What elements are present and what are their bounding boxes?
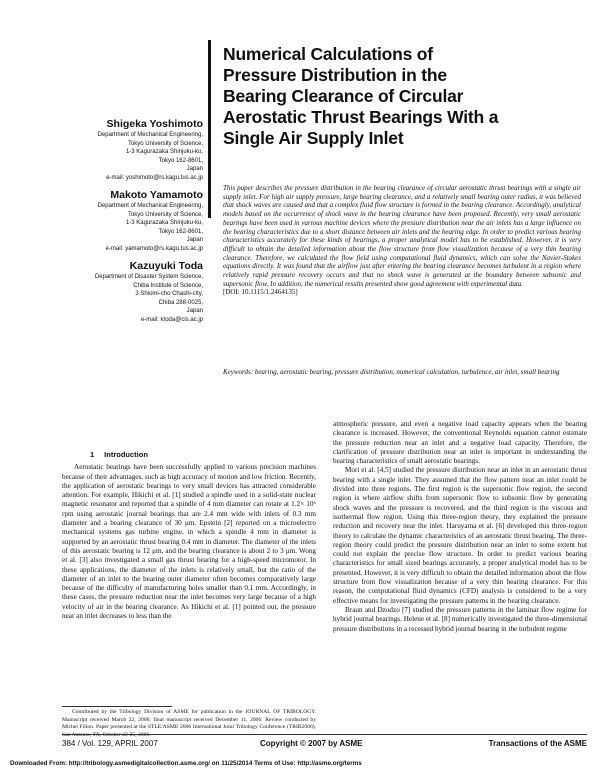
author-affiliation-line: Department of Mechanical Engineering, — [97, 203, 203, 209]
title-line: Aerostatic Thrust Bearings With a — [223, 107, 499, 127]
author-entry — [13, 260, 203, 324]
author-affiliation-line: Tokyo University of Science, — [127, 211, 203, 218]
title-rule — [208, 40, 211, 218]
body-paragraph: Aerostatic bearings have been successfully applied to various precision machines because of their advantages, such as high accuracy of motion and low friction. Recently, the application of aerostatic bearings to very small devices has attracted considerable attention. For example, Hikichi et al. [1] studied a spindle used in a solid-state nuclear magnetic resonator and reported that a spindle of 4 mm diameter can rotate at 1.2× 10⁶ rpm using aerostatic journal bearings that are 2.4 mm wide with inlets of 0.3 mm diameter and a bearing clearance of 30 μm. Epstein [2] reported on a microelectro mechanical systems gas turbine engine, in which a spindle 4 mm in diameter is supported by an aerostatic thrust bearing 0.4 mm in diameter. The diameter of the inlets of this aerostatic bearing is 12 μm, and the bearing clearance is about 2 to 3 μm. Wong et al. [3] also investigated a small gas thrust bearing for a high-speed micromotor. In these applications, the diameter of the inlets is relatively small, but the ratio of the diameter of an inlet to the bearing outer diameter often becomes comparatively large because of the difficulty of manufacturing holes smaller than 0.1 mm. Accordingly, in these cases, the pressure reduction near the inlet becomes very large because of a high velocity of air in the bearing clearance. As Hikichi et al. [1] pointed out, the pressure near an inlet decreases to less than the — [62, 463, 316, 621]
author-affiliation-line: Department of Mechanical Engineering, — [97, 132, 203, 138]
footnote-rule — [62, 706, 172, 707]
body-paragraph: atmospheric pressure, and even a negative load capacity appears when the bearing clearance is increased. However, the conventional Reynolds equation cannot estimate the pressure reduction near an inlet and a negative load capacity. Therefore, the clarification of pressure distribution near an inlet is important in understanding the bearing characteristics of small aerostatic bearings. — [333, 420, 587, 466]
author-affiliation-line: Tokyo 162-8601, — [158, 157, 203, 164]
copyright: Copyright © 2007 by ASME — [260, 739, 363, 748]
section-title: Introduction — [104, 450, 148, 459]
section-heading — [90, 450, 316, 459]
body-column-left — [62, 450, 316, 621]
author-name: Kazuyuki Toda — [129, 260, 203, 272]
author-affiliation-line: Department of Disaster System Science, — [94, 274, 203, 280]
author-affiliation-line: Chiba Institute of Science, — [133, 282, 203, 289]
author-affiliation-line: Tokyo 162-8601, — [158, 228, 203, 235]
author-name: Shigeka Yoshimoto — [106, 118, 203, 130]
title-line: Pressure Distribution in the — [223, 65, 447, 85]
title-line: Bearing Clearance of Circular — [223, 86, 464, 106]
footnote-text: Contributed by the Tribology Division of ASME for publication in the JOURNAL OF TRIBOLOGY. Manuscript received March 22, 2006; final manuscript received December 11, 2006. Review conducted by Michel Fillon. Paper presented at the STLE/ASME 2006 International Joint Tribology Conference (TRIB2006), San Antonio, TX, October 22-25, 2006. — [62, 709, 316, 738]
author-affiliation-line: 1-3 Kagurazaka Shinjuku-ku, — [125, 149, 203, 155]
author-affiliation-line: Chiba 288-0025, — [158, 299, 203, 306]
author-affiliation-line: Tokyo University of Science, — [127, 140, 203, 147]
author-block — [13, 118, 203, 331]
title-line: Numerical Calculations of — [223, 44, 433, 64]
download-notice: Downloaded From: http://tribology.asmedigitalcollection.asme.org/ on 11/25/2014 Terms of Use: http://asme.org/terms — [10, 760, 362, 767]
paper-title — [223, 44, 583, 149]
footer-rule — [62, 734, 587, 735]
keywords: Keywords: bearing, aerostatic bearing, pressure distribution, numerical calculation, turbulence, air inlet, small bearing — [223, 368, 560, 376]
page-number: 384 / Vol. 129, APRIL 2007 — [62, 739, 158, 748]
author-email: e-mail: yamamoto@rs.kagu.tus.ac.jp — [105, 245, 203, 252]
author-entry — [13, 189, 203, 253]
abstract-text: This paper describes the pressure distribution in the bearing clearance of circular aerostatic thrust bearings with a single air supply inlet. For high air supply pressure, large bearing clearance, and a relatively small bearing outer radius, it was believed that shock waves are caused and that a complex fluid flow structure is formed in the bearing clearance. Accordingly, analytical models based on the occurrence of shock wave in the bearing clearance have been proposed. Recently, very small aerostatic bearings have been used in various machine devices where the pressure distribution near the air inlets has a large influence on the bearing characteristics due to a short distance between air inlets and the bearing edge. In order to predict various bearing characteristics accurately for these kinds of bearings, a proper analytical model has to be established. However, it is very difficult to obtain the detailed information about the flow structure from flow visualization because of a very thin bearing clearance. Therefore, we calculated the flow field using computational fluid dynamics, which can solve the Navier-Stokes equations directly. It was found that the airflow just after entering the bearing clearance becomes turbulent in a region where relatively rapid pressure recovery occurs and that no shock wave is generated at the boundary between subsonic and supersonic flow. In addition, the numerical results presented show good agreement with experimental data. — [223, 184, 581, 288]
author-email: e-mail: yoshimoto@rs.kagu.tus.ac.jp — [106, 174, 203, 181]
body-column-right — [333, 420, 587, 634]
title-line: Single Air Supply Inlet — [223, 128, 404, 148]
author-affiliation-line: 3 Shiomi-cho Chashi-city, — [135, 291, 203, 297]
body-paragraph: Mori et al. [4,5] studied the pressure distribution near an inlet in an aerostatic thrust bearing with a single inlet. They assumed that the flow pattern near an inlet could be divided into three regions. The first region is the supersonic flow region, the second region is where airflow shifts from supersonic flow to subsonic flow by generating shock waves and the pressure is recovered, and the third region is the viscous and isothermal flow region. Using this three-region theory, they explained the pressure reduction and recovery near the inlet. Haruyama et al. [6] developed this three-region theory to calculate the dynamic characteristics of an aerostatic thrust bearing. The three-region theory could predict the pressure distribution near an inlet to some extent but could not explain the precise flow structure. In order to predict various bearing characteristics for small sized bearings accurately, a proper analytical model has to be presented. However, it is very difficult to obtain the detailed information about the flow structure from flow visualization because of a very thin bearing clearance. For this reason, the computational fluid dynamics (CFD) analysis is considered to be a very effective means for investigating the pressure patterns in the bearing clearance. — [333, 466, 587, 605]
author-affiliation-line: Japan — [186, 166, 203, 172]
author-entry — [13, 118, 203, 182]
author-affiliation-line: Japan — [186, 237, 203, 243]
author-email: e-mail: ktoda@cis.ac.jp — [140, 316, 203, 323]
author-affiliation-line: 1-3 Kagurazaka Shinjuku-ku, — [125, 220, 203, 226]
author-name: Makoto Yamamoto — [110, 189, 203, 201]
journal-name: Transactions of the ASME — [488, 739, 587, 748]
abstract — [223, 184, 581, 297]
author-affiliation-line: Japan — [186, 308, 203, 314]
doi: [DOI: 10.1115/1.2464135] — [223, 288, 298, 297]
body-paragraph: Braun and Dzodzo [7] studied the pressure patterns in the laminar flow regime for hybrid journal bearings. Helene et al. [8] numerically investigated the three-dimensional pressure distributions in a recessed hybrid journal bearing in the turbulent regime — [333, 605, 587, 633]
section-number: 1 — [90, 450, 95, 459]
